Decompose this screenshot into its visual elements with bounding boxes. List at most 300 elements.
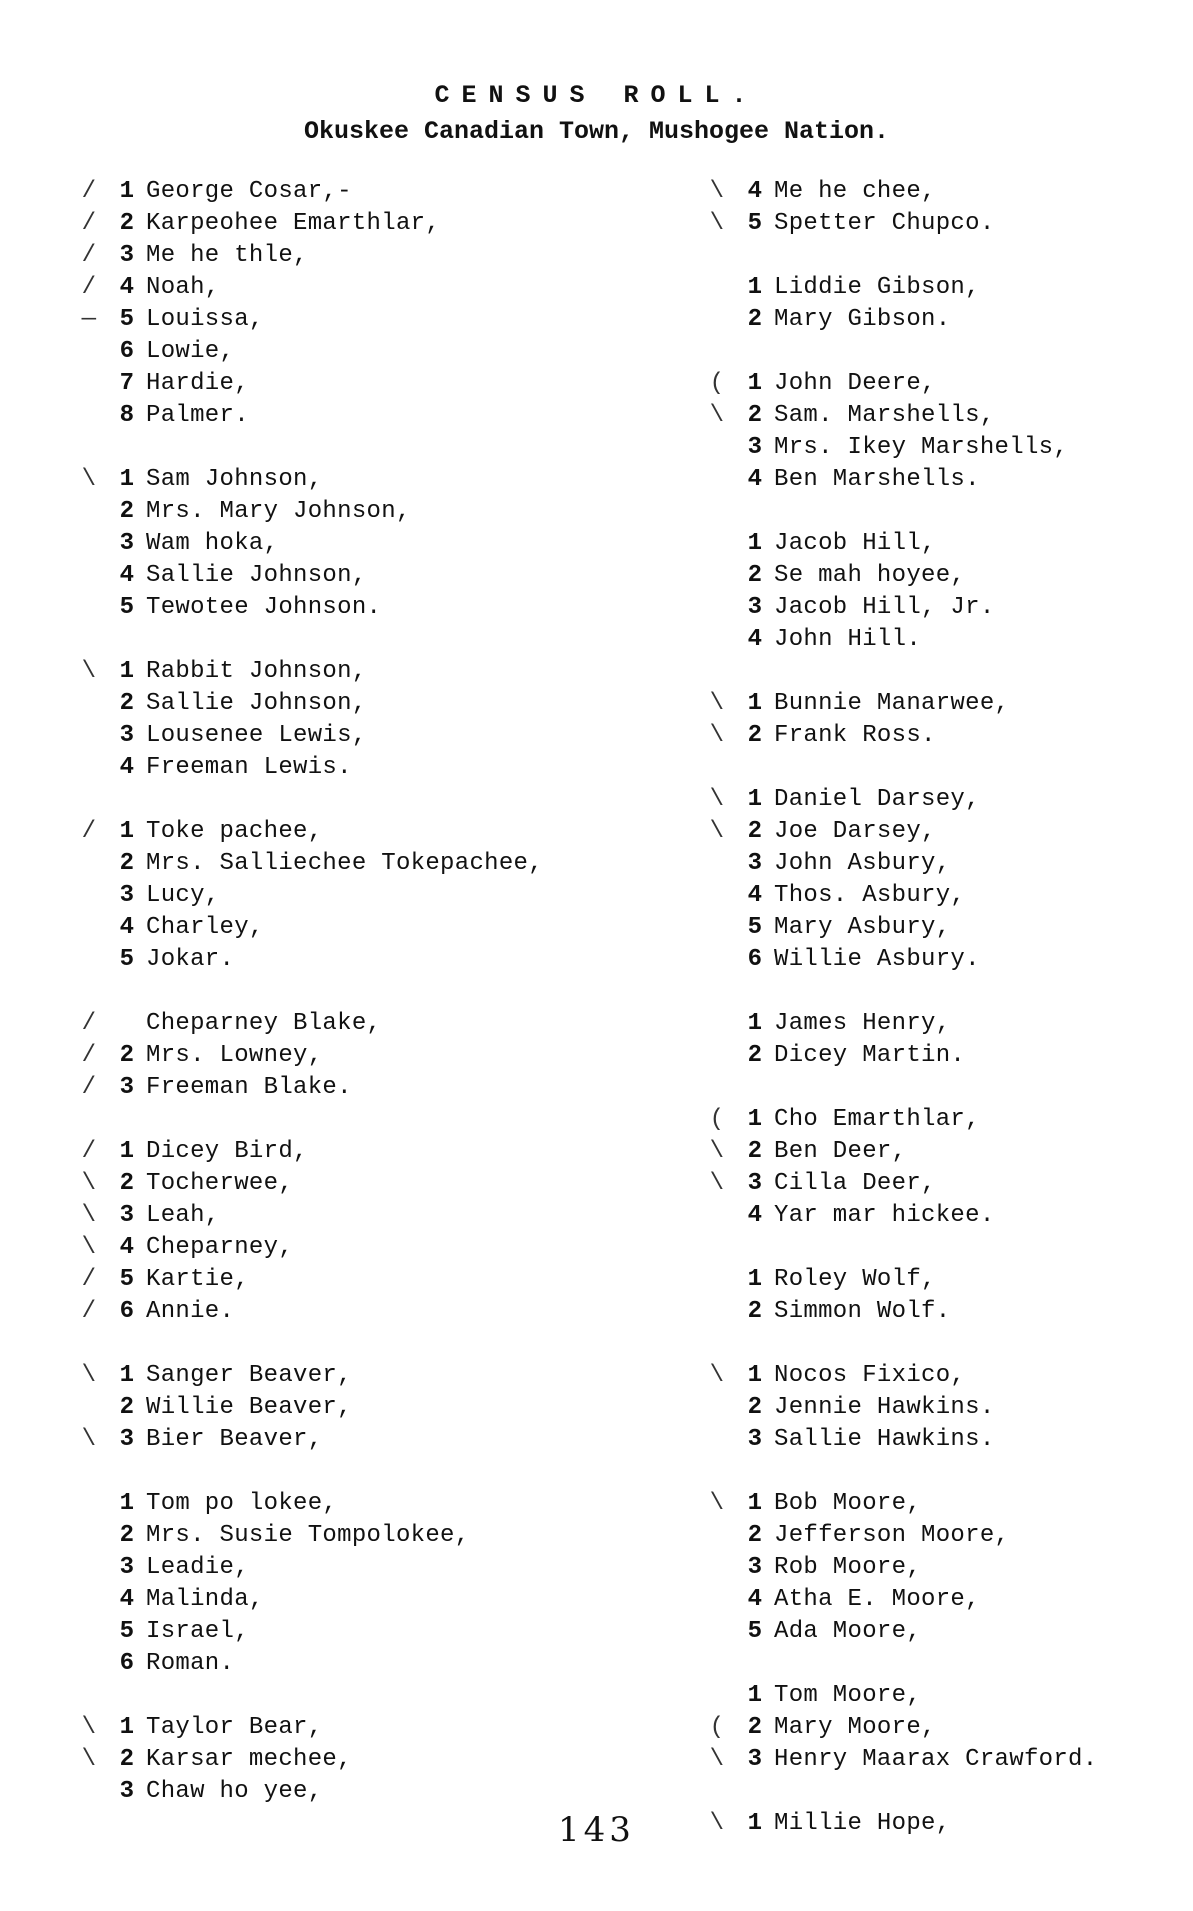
entry-number: 5 — [747, 1618, 762, 1645]
check-mark — [56, 848, 96, 880]
entry-number: 5 — [119, 1266, 134, 1293]
entry-name: Charley, — [146, 914, 264, 941]
entry-number: 3 — [119, 1074, 134, 1101]
check-mark — [56, 1776, 96, 1808]
check-mark — [56, 1616, 96, 1648]
entry-number: 4 — [119, 754, 134, 781]
entry-number: 6 — [119, 338, 134, 365]
check-mark — [56, 1648, 96, 1680]
roll-entry — [709, 1360, 1173, 1392]
entry-number: 5 — [119, 594, 134, 621]
check-mark — [684, 432, 724, 464]
check-mark — [56, 1552, 96, 1584]
entry-name: Se mah hoyee, — [774, 562, 966, 589]
entry-number: 2 — [119, 1394, 134, 1421]
roll-entry — [81, 1136, 620, 1168]
entry-name: Bob Moore, — [774, 1490, 922, 1517]
roll-entry — [709, 1712, 1173, 1744]
entry-number: 2 — [119, 1170, 134, 1197]
roll-entry — [728, 1264, 1173, 1296]
entry-number: 4 — [747, 1586, 762, 1613]
entry-name: Roley Wolf, — [774, 1266, 936, 1293]
roll-entry — [81, 1168, 620, 1200]
entry-number: 3 — [119, 722, 134, 749]
check-mark — [56, 688, 96, 720]
entry-number: 3 — [119, 1426, 134, 1453]
entry-name: Jacob Hill, — [774, 530, 936, 557]
entry-name: John Asbury, — [774, 850, 951, 877]
roll-entry — [100, 560, 620, 592]
roll-entry — [81, 1264, 620, 1296]
check-mark: \ — [709, 178, 724, 205]
check-mark — [56, 400, 96, 432]
entry-name: Mrs. Mary Johnson, — [146, 498, 411, 525]
check-mark — [684, 528, 724, 560]
family-group — [81, 1712, 620, 1808]
entry-name: Hardie, — [146, 370, 249, 397]
entry-name: Yar mar hickee. — [774, 1202, 995, 1229]
check-mark: \ — [709, 1138, 724, 1165]
entry-number: 2 — [119, 690, 134, 717]
roll-entry — [100, 880, 620, 912]
entry-name: Bier Beaver, — [146, 1426, 323, 1453]
roll-entry — [81, 272, 620, 304]
check-mark — [684, 624, 724, 656]
entry-name: Karsar mechee, — [146, 1746, 352, 1773]
entry-number: 4 — [119, 1234, 134, 1261]
entry-number: 5 — [119, 946, 134, 973]
entry-name: Sallie Johnson, — [146, 690, 367, 717]
check-mark: / — [81, 178, 96, 205]
check-mark — [684, 1616, 724, 1648]
entry-name: Malinda, — [146, 1586, 264, 1613]
check-mark — [684, 1296, 724, 1328]
roll-entry — [81, 1296, 620, 1328]
roll-entry — [728, 592, 1173, 624]
entry-name: Annie. — [146, 1298, 235, 1325]
entry-name: George Cosar,- — [146, 178, 352, 205]
check-mark — [684, 1200, 724, 1232]
entry-number: 2 — [119, 1746, 134, 1773]
check-mark — [56, 1488, 96, 1520]
roll-entry — [728, 848, 1173, 880]
check-mark: / — [81, 1266, 96, 1293]
entry-name: Rob Moore, — [774, 1554, 922, 1581]
family-group — [709, 176, 1173, 240]
entry-name: Mary Asbury, — [774, 914, 951, 941]
entry-number: 1 — [747, 1810, 762, 1837]
entry-name: Jennie Hawkins. — [774, 1394, 995, 1421]
roll-entry — [81, 1008, 620, 1040]
entry-number: 1 — [747, 1266, 762, 1293]
entry-number: 1 — [747, 1010, 762, 1037]
check-mark — [684, 880, 724, 912]
family-group — [728, 1264, 1173, 1328]
roll-entry — [100, 368, 620, 400]
family-group — [81, 1136, 620, 1328]
roll-entry — [728, 1552, 1173, 1584]
roll-entry — [100, 1392, 620, 1424]
entry-name: Liddie Gibson, — [774, 274, 980, 301]
entry-name: Ben Marshells. — [774, 466, 980, 493]
roll-entry — [81, 176, 620, 208]
entry-number: 3 — [747, 1426, 762, 1453]
family-group — [709, 368, 1173, 496]
entry-name: Sallie Hawkins. — [774, 1426, 995, 1453]
roll-entry — [100, 336, 620, 368]
roll-entry — [81, 1040, 620, 1072]
roll-entry — [81, 1360, 620, 1392]
right-column — [709, 176, 1173, 1872]
check-mark: \ — [81, 658, 96, 685]
entry-name: Simmon Wolf. — [774, 1298, 951, 1325]
entry-name: Cho Emarthlar, — [774, 1106, 980, 1133]
check-mark — [684, 848, 724, 880]
entry-number: 4 — [747, 466, 762, 493]
roll-entry — [81, 656, 620, 688]
roll-entry — [81, 816, 620, 848]
roll-entry — [81, 1712, 620, 1744]
check-mark: / — [81, 1298, 96, 1325]
family-group — [709, 1360, 1173, 1456]
check-mark: \ — [709, 1810, 724, 1837]
check-mark — [684, 1584, 724, 1616]
roll-entry — [728, 528, 1173, 560]
roll-entry — [100, 1584, 620, 1616]
family-group — [81, 816, 620, 976]
entry-name: Spetter Chupco. — [774, 210, 995, 237]
check-mark — [56, 560, 96, 592]
roll-entry — [81, 464, 620, 496]
document-subtitle: Okuskee Canadian Town, Mushogee Nation. — [303, 117, 890, 146]
check-mark — [684, 1424, 724, 1456]
roll-entry — [100, 400, 620, 432]
entry-name: Jacob Hill, Jr. — [774, 594, 995, 621]
roll-entry — [728, 304, 1173, 336]
family-group — [709, 688, 1173, 752]
family-group — [709, 1680, 1173, 1776]
check-mark: ( — [709, 1714, 724, 1741]
check-mark: \ — [81, 1714, 96, 1741]
check-mark: ( — [709, 370, 724, 397]
entry-number: 5 — [747, 210, 762, 237]
entry-number: 2 — [747, 1138, 762, 1165]
check-mark — [684, 464, 724, 496]
roll-entry — [709, 1104, 1173, 1136]
check-mark — [56, 1584, 96, 1616]
check-mark: — — [81, 306, 96, 333]
check-mark: \ — [709, 1746, 724, 1773]
roll-entry — [81, 1200, 620, 1232]
check-mark — [56, 496, 96, 528]
check-mark — [684, 912, 724, 944]
entry-number: 1 — [119, 1138, 134, 1165]
entry-name: Me he thle, — [146, 242, 308, 269]
document-title: CENSUS ROLL. — [434, 81, 759, 110]
roll-entry — [709, 784, 1173, 816]
check-mark: ( — [709, 1106, 724, 1133]
entry-name: Ben Deer, — [774, 1138, 907, 1165]
entry-name: John Hill. — [774, 626, 922, 653]
roll-entry — [728, 944, 1173, 976]
roll-entry — [709, 208, 1173, 240]
roll-entry — [728, 1296, 1173, 1328]
roll-entry — [728, 1584, 1173, 1616]
roll-entry — [728, 464, 1173, 496]
family-group — [81, 176, 620, 432]
family-group — [728, 1008, 1173, 1072]
roll-entry — [81, 304, 620, 336]
roll-entry — [728, 1424, 1173, 1456]
check-mark: / — [81, 1074, 96, 1101]
check-mark: \ — [709, 1362, 724, 1389]
entry-name: Cheparney, — [146, 1234, 294, 1261]
entry-name: Taylor Bear, — [146, 1714, 323, 1741]
entry-number: 1 — [747, 274, 762, 301]
roll-entry — [81, 1232, 620, 1264]
entry-name: Mary Moore, — [774, 1714, 936, 1741]
roll-entry — [728, 1008, 1173, 1040]
entry-name: Jokar. — [146, 946, 235, 973]
check-mark: \ — [709, 1490, 724, 1517]
check-mark — [56, 752, 96, 784]
entry-name: Tewotee Johnson. — [146, 594, 382, 621]
entry-name: Tocherwee, — [146, 1170, 294, 1197]
entry-name: Sam Johnson, — [146, 466, 323, 493]
entry-number: 3 — [119, 882, 134, 909]
entry-name: Noah, — [146, 274, 220, 301]
roll-entry — [100, 1520, 620, 1552]
roll-entry — [100, 688, 620, 720]
roll-entry — [728, 1200, 1173, 1232]
entry-number: 2 — [747, 1394, 762, 1421]
entry-name: Roman. — [146, 1650, 235, 1677]
roll-entry — [81, 240, 620, 272]
entry-number: 5 — [747, 914, 762, 941]
check-mark — [684, 1552, 724, 1584]
entry-name: James Henry, — [774, 1010, 951, 1037]
entry-number: 4 — [119, 562, 134, 589]
roll-entry — [100, 1616, 620, 1648]
entry-number: 1 — [747, 786, 762, 813]
check-mark — [684, 560, 724, 592]
entry-number: 4 — [747, 882, 762, 909]
entry-name: Willie Beaver, — [146, 1394, 352, 1421]
roll-entry — [728, 624, 1173, 656]
check-mark: / — [81, 274, 96, 301]
entry-name: Freeman Lewis. — [146, 754, 352, 781]
roll-entry — [728, 432, 1173, 464]
check-mark — [684, 592, 724, 624]
check-mark — [684, 1008, 724, 1040]
entry-number: 1 — [119, 818, 134, 845]
entry-number: 4 — [119, 274, 134, 301]
check-mark — [56, 592, 96, 624]
entry-number: 3 — [119, 1554, 134, 1581]
roll-entry — [100, 720, 620, 752]
check-mark: \ — [709, 690, 724, 717]
entry-number: 1 — [747, 1362, 762, 1389]
entry-number: 2 — [119, 1522, 134, 1549]
entry-name: Mrs. Salliechee Tokepachee, — [146, 850, 543, 877]
entry-name: Tom po lokee, — [146, 1490, 338, 1517]
page-number: 143 — [558, 1810, 635, 1850]
entry-name: Lousenee Lewis, — [146, 722, 367, 749]
entry-number: 1 — [119, 466, 134, 493]
roll-entry — [728, 1616, 1173, 1648]
entry-number: 1 — [747, 690, 762, 717]
entry-name: Sanger Beaver, — [146, 1362, 352, 1389]
entry-number: 2 — [747, 818, 762, 845]
entry-number: 1 — [747, 530, 762, 557]
check-mark — [684, 1040, 724, 1072]
entry-number: 3 — [119, 1202, 134, 1229]
family-group — [709, 1488, 1173, 1648]
entry-name: Joe Darsey, — [774, 818, 936, 845]
check-mark: \ — [81, 466, 96, 493]
roll-entry — [709, 368, 1173, 400]
entry-name: Nocos Fixico, — [774, 1362, 966, 1389]
entry-name: Mrs. Ikey Marshells, — [774, 434, 1069, 461]
roll-entry — [709, 720, 1173, 752]
roll-entry — [709, 688, 1173, 720]
entry-number: 1 — [119, 1714, 134, 1741]
check-mark: \ — [81, 1362, 96, 1389]
roll-entry — [100, 528, 620, 560]
family-group — [728, 528, 1173, 656]
check-mark: \ — [709, 786, 724, 813]
roll-entry — [100, 944, 620, 976]
entry-name: Millie Hope, — [774, 1810, 951, 1837]
entry-name: Cheparney Blake, — [146, 1010, 382, 1037]
check-mark — [56, 912, 96, 944]
entry-name: Toke pachee, — [146, 818, 323, 845]
entry-number: 3 — [747, 1554, 762, 1581]
entry-number: 5 — [119, 1618, 134, 1645]
roll-entry — [100, 496, 620, 528]
family-group — [81, 464, 620, 624]
roll-entry — [728, 880, 1173, 912]
census-header — [0, 80, 1193, 150]
entry-number: 3 — [747, 594, 762, 621]
entry-name: Freeman Blake. — [146, 1074, 352, 1101]
entry-number: 2 — [119, 498, 134, 525]
roll-entry — [728, 560, 1173, 592]
entry-number: 6 — [119, 1650, 134, 1677]
roll-entry — [709, 816, 1173, 848]
entry-number: 6 — [119, 1298, 134, 1325]
check-mark: \ — [709, 818, 724, 845]
roll-entry — [728, 1680, 1173, 1712]
entry-name: Ada Moore, — [774, 1618, 922, 1645]
entry-number: 3 — [747, 1746, 762, 1773]
entry-name: Leah, — [146, 1202, 220, 1229]
roll-entry — [728, 272, 1173, 304]
entry-name: Thos. Asbury, — [774, 882, 966, 909]
entry-number: 1 — [119, 1362, 134, 1389]
entry-name: Willie Asbury. — [774, 946, 980, 973]
roll-entry — [81, 1424, 620, 1456]
entry-number: 2 — [747, 306, 762, 333]
entry-name: Mrs. Lowney, — [146, 1042, 323, 1069]
check-mark — [56, 880, 96, 912]
roll-entry — [81, 1072, 620, 1104]
entry-number: 4 — [119, 1586, 134, 1613]
entry-number: 3 — [747, 850, 762, 877]
entry-number: 3 — [747, 434, 762, 461]
check-mark — [56, 336, 96, 368]
entry-number: 1 — [747, 1490, 762, 1517]
check-mark: \ — [81, 1426, 96, 1453]
roll-entry — [81, 1744, 620, 1776]
entry-number: 2 — [747, 1522, 762, 1549]
entry-number: 4 — [747, 178, 762, 205]
roll-entry — [100, 752, 620, 784]
entry-name: Lowie, — [146, 338, 235, 365]
check-mark: \ — [81, 1746, 96, 1773]
entry-name: Sam. Marshells, — [774, 402, 995, 429]
roll-entry — [100, 848, 620, 880]
entry-number: 7 — [119, 370, 134, 397]
entry-number: 2 — [119, 850, 134, 877]
check-mark — [684, 1680, 724, 1712]
check-mark: \ — [709, 402, 724, 429]
check-mark: \ — [709, 210, 724, 237]
entry-number: 1 — [747, 1106, 762, 1133]
entry-name: Rabbit Johnson, — [146, 658, 367, 685]
entry-name: Louissa, — [146, 306, 264, 333]
roll-entry — [728, 912, 1173, 944]
entry-name: Palmer. — [146, 402, 249, 429]
check-mark — [56, 368, 96, 400]
entry-number: 3 — [747, 1170, 762, 1197]
entry-name: Dicey Martin. — [774, 1042, 966, 1069]
entry-number: 2 — [747, 1042, 762, 1069]
entry-number: 2 — [747, 722, 762, 749]
entry-name: Mrs. Susie Tompolokee, — [146, 1522, 470, 1549]
entry-number: 5 — [119, 306, 134, 333]
check-mark — [56, 528, 96, 560]
check-mark — [56, 1392, 96, 1424]
check-mark — [684, 272, 724, 304]
entry-name: Jefferson Moore, — [774, 1522, 1010, 1549]
roll-entry — [709, 400, 1173, 432]
entry-name: Chaw ho yee, — [146, 1778, 323, 1805]
entry-number: 1 — [119, 1490, 134, 1517]
entry-name: Dicey Bird, — [146, 1138, 308, 1165]
entry-name: Israel, — [146, 1618, 249, 1645]
check-mark: / — [81, 1010, 96, 1037]
entry-number: 2 — [119, 210, 134, 237]
roll-entry — [709, 1744, 1173, 1776]
check-mark: / — [81, 1138, 96, 1165]
entry-name: Wam hoka, — [146, 530, 279, 557]
entry-number: 2 — [747, 1714, 762, 1741]
entry-number: 2 — [747, 1298, 762, 1325]
entry-name: Mary Gibson. — [774, 306, 951, 333]
check-mark: / — [81, 210, 96, 237]
family-group — [709, 784, 1173, 976]
roll-entry — [709, 1488, 1173, 1520]
left-column — [81, 176, 620, 1840]
family-group — [81, 1008, 620, 1104]
entry-name: Kartie, — [146, 1266, 249, 1293]
entry-number: 8 — [119, 402, 134, 429]
entry-name: Lucy, — [146, 882, 220, 909]
check-mark — [684, 1520, 724, 1552]
entry-number: 6 — [747, 946, 762, 973]
family-group — [709, 1104, 1173, 1232]
